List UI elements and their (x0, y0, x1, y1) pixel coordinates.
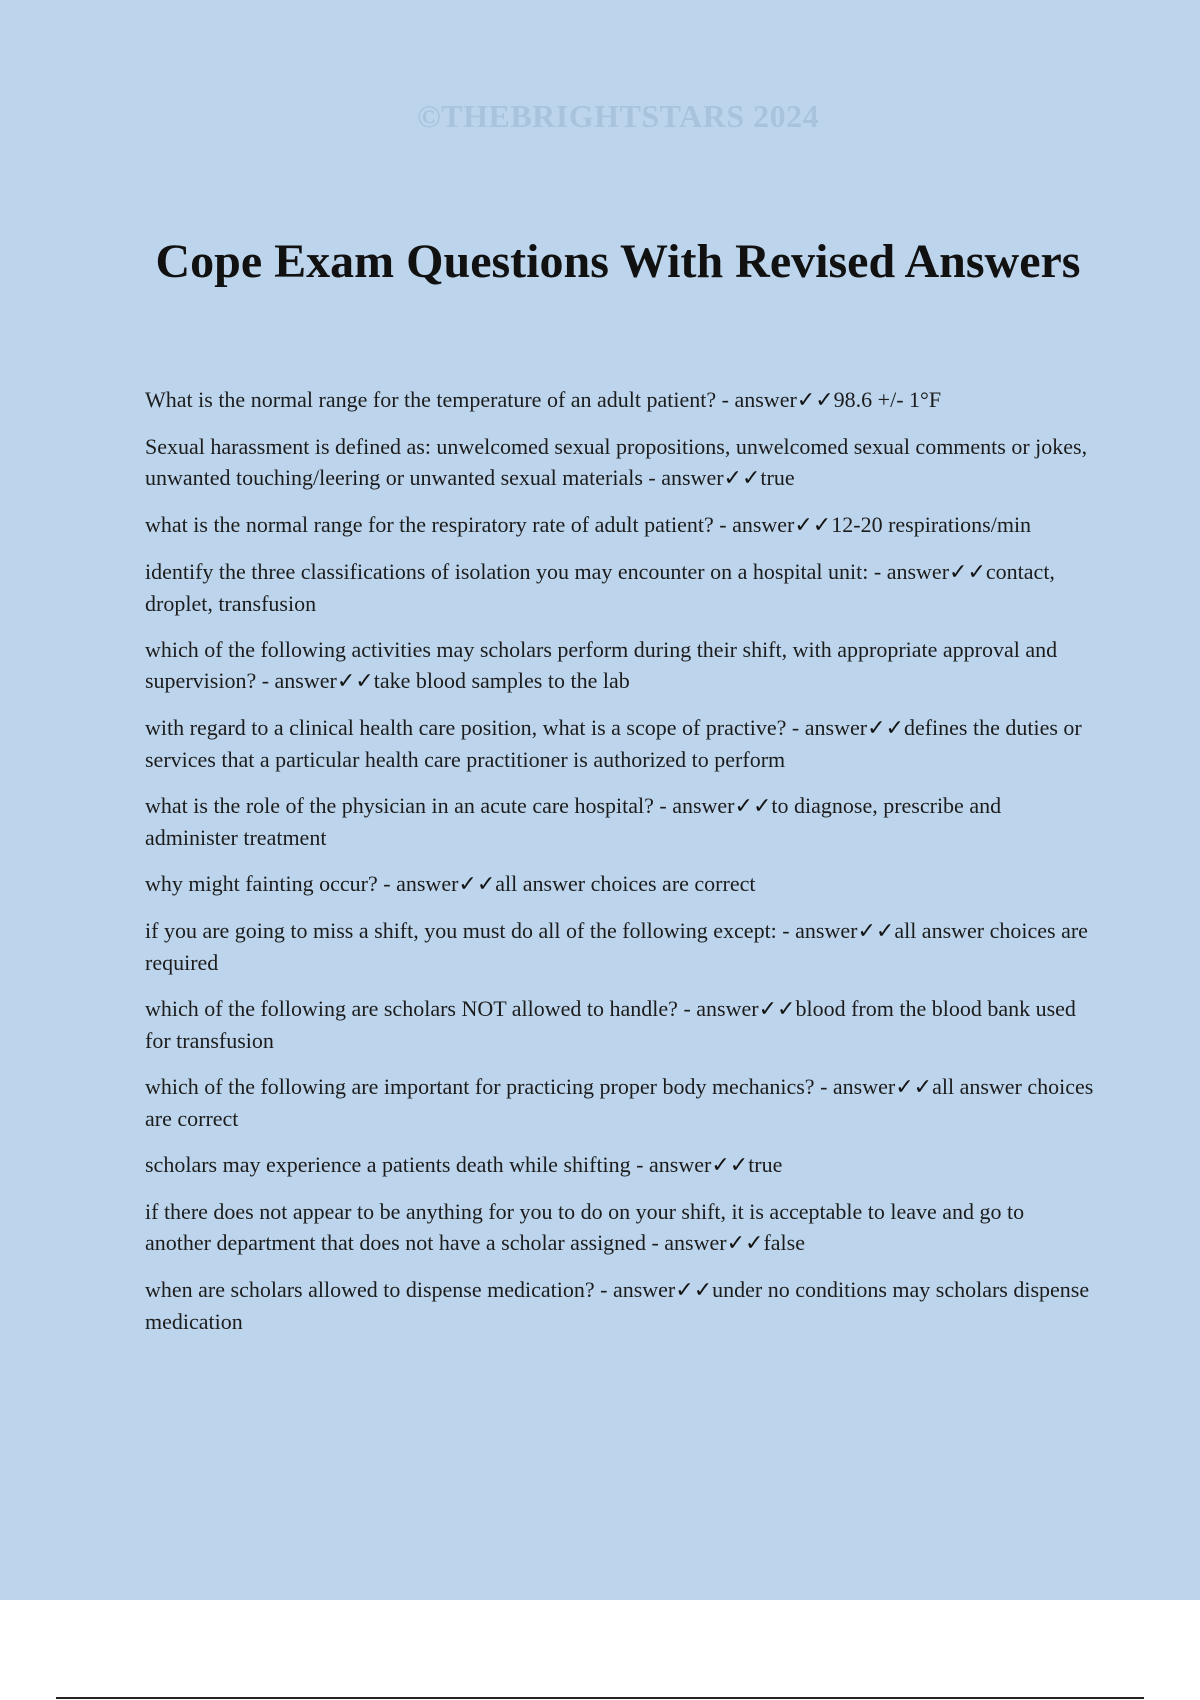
answer-text: all answer choices are correct (145, 1074, 1094, 1131)
qa-item (145, 1071, 1095, 1134)
answer-text: defines the duties or services that a particular health care practitioner is authorized to perform (145, 715, 1082, 772)
qa-item (145, 556, 1095, 619)
document-title: Cope Exam Questions With Revised Answers (155, 235, 1081, 288)
question-answer-separator: - (256, 668, 275, 693)
answer-text: 12-20 respirations/min (831, 512, 1032, 537)
qa-item (145, 431, 1095, 494)
answer-label: answer (734, 387, 797, 412)
answer-label: answer (795, 918, 858, 943)
question-text: Sexual harassment is defined as: unwelcomed sexual propositions, unwelcomed sexual comments or jokes, unwanted touching/leering or unwanted sexual materials (145, 434, 1088, 490)
qa-item (145, 384, 1095, 416)
qa-item (145, 868, 1095, 900)
question-text: scholars may experience a patients death while shifting (145, 1152, 631, 1177)
question-answer-separator: - (645, 1230, 665, 1255)
double-check-icon: ✓✓ (458, 872, 496, 897)
answer-label: answer (832, 1074, 896, 1099)
answer-label: answer (732, 512, 795, 537)
qa-list (145, 384, 1095, 1352)
double-check-icon: ✓✓ (758, 997, 796, 1022)
answer-text: blood from the blood bank used for transfusion (145, 996, 1076, 1053)
double-check-icon: ✓✓ (726, 1231, 764, 1256)
question-answer-separator: - (776, 918, 796, 943)
question-text: which of the following are important for practicing proper body mechanics? (145, 1074, 815, 1099)
answer-label: answer (661, 465, 724, 490)
question-text: what is the role of the physician in an acute care hospital? (145, 793, 654, 818)
question-text: which of the following are scholars NOT allowed to handle? (145, 996, 678, 1021)
question-answer-separator: - (814, 1074, 833, 1099)
question-text: if you are going to miss a shift, you must do all of the following except: (145, 918, 777, 943)
double-check-icon: ✓✓ (867, 716, 904, 741)
answer-label: answer (612, 1277, 676, 1302)
watermark: ©THEBRIGHTSTARS 2024 (416, 98, 820, 134)
double-check-icon: ✓✓ (711, 1153, 749, 1178)
answer-label: answer (804, 715, 868, 740)
answer-text: true (748, 1152, 783, 1177)
question-answer-separator: - (377, 871, 397, 896)
qa-item (145, 1274, 1095, 1337)
answer-text: to diagnose, prescribe and administer treatment (145, 793, 1002, 850)
question-text: which of the following activities may scholars perform during their shift, with appropriate approval and supervision? (145, 637, 1058, 693)
double-check-icon: ✓✓ (336, 669, 374, 694)
question-answer-separator: - (594, 1277, 613, 1302)
question-answer-separator: - (868, 559, 887, 584)
answer-text: under no conditions may scholars dispense medication (145, 1277, 1090, 1334)
answer-text: false (763, 1230, 805, 1255)
answer-label: answer (274, 668, 337, 693)
question-answer-separator: - (786, 715, 805, 740)
qa-item (145, 509, 1095, 541)
answer-text: take blood samples to the lab (373, 668, 630, 693)
qa-item (145, 915, 1095, 978)
question-answer-separator: - (713, 512, 733, 537)
question-answer-separator: - (677, 996, 697, 1021)
question-text: when are scholars allowed to dispense medication? (145, 1277, 595, 1302)
answer-text: contact, droplet, transfusion (145, 559, 1055, 616)
double-check-icon: ✓✓ (857, 919, 895, 944)
double-check-icon: ✓✓ (949, 560, 986, 585)
answer-label: answer (664, 1230, 727, 1255)
bottom-divider (56, 1697, 1144, 1699)
answer-text: all answer choices are required (145, 918, 1088, 975)
question-answer-separator: - (642, 465, 662, 490)
answer-label: answer (886, 559, 950, 584)
question-answer-separator: - (653, 793, 673, 818)
double-check-icon: ✓✓ (796, 388, 834, 413)
question-text: with regard to a clinical health care position, what is a scope of practive? (145, 715, 787, 740)
question-text: identify the three classifications of isolation you may encounter on a hospital unit: (145, 559, 869, 584)
answer-text: true (760, 465, 795, 490)
question-answer-separator: - (716, 387, 735, 412)
double-check-icon: ✓✓ (723, 466, 761, 491)
question-answer-separator: - (630, 1152, 649, 1177)
double-check-icon: ✓✓ (895, 1075, 933, 1100)
qa-item (145, 1196, 1095, 1259)
answer-label: answer (672, 793, 735, 818)
qa-item (145, 993, 1095, 1056)
qa-item (145, 1149, 1095, 1181)
answer-label: answer (649, 1152, 712, 1177)
qa-item (145, 634, 1095, 697)
double-check-icon: ✓✓ (734, 794, 772, 819)
qa-item (145, 712, 1095, 775)
answer-text: 98.6 +/- 1°F (833, 387, 942, 412)
answer-label: answer (396, 871, 459, 896)
double-check-icon: ✓✓ (794, 513, 832, 538)
qa-item (145, 790, 1095, 853)
question-text: why might fainting occur? (145, 871, 378, 896)
question-text: what is the normal range for the respiratory rate of adult patient? (145, 512, 714, 537)
answer-text: all answer choices are correct (495, 871, 756, 896)
double-check-icon: ✓✓ (675, 1278, 713, 1303)
question-text: if there does not appear to be anything for you to do on your shift, it is acceptable to leave and go to another department that does not have a scholar assigned (145, 1199, 1025, 1255)
answer-label: answer (696, 996, 759, 1021)
question-text: What is the normal range for the temperature of an adult patient? (145, 387, 717, 412)
